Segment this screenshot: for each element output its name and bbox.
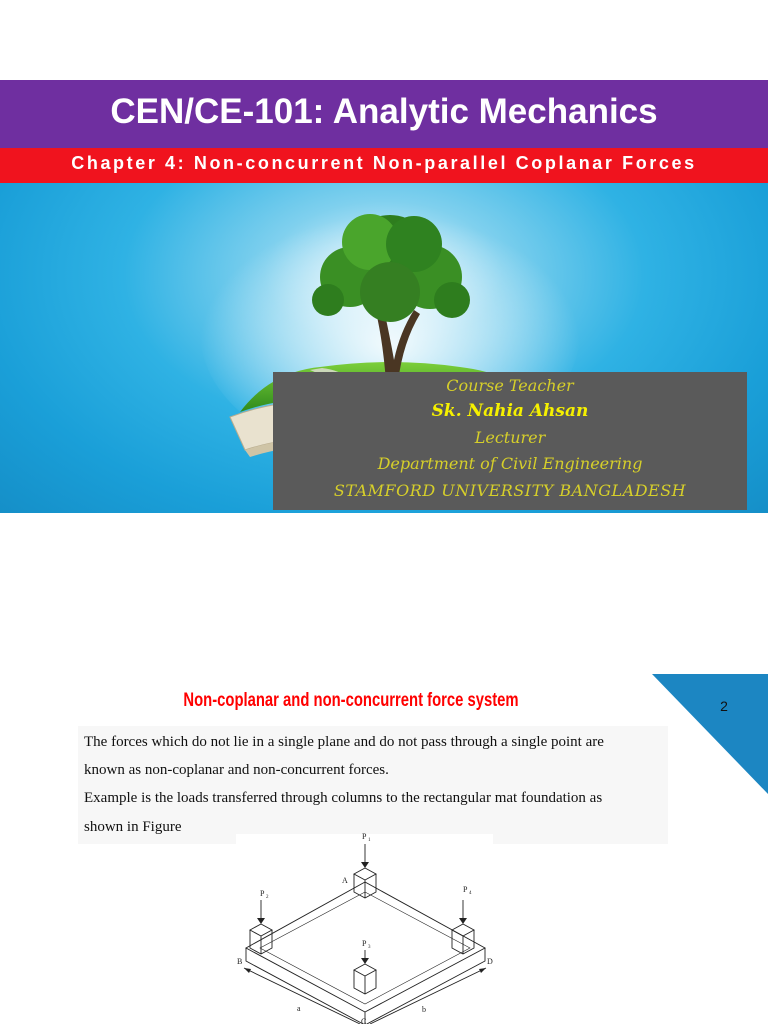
mat-side-left [246,948,365,1024]
load-label-p4: P [463,885,468,894]
load-subscript-p1: 1 [368,838,371,843]
load-label-p2: P [260,889,265,898]
teacher-name: Sk. Nahia Ahsan [431,401,589,421]
column-d [452,924,474,954]
teacher-department: Department of Civil Engineering [377,454,643,473]
chapter-title: Chapter 4: Non-concurrent Non-parallel Coplanar Forces [71,153,697,173]
body-line-2: known as non-coplanar and non-concurrent forces. [84,762,389,778]
load-subscript-p2: 2 [266,895,269,900]
body-line-3: Example is the loads transferred through columns to the rectangular mat foundation as [84,790,603,806]
column-b [250,924,272,954]
corner-triangle [652,674,768,794]
column-c [354,964,376,994]
teacher-university: STAMFORD UNIVERSITY BANGLADESH [333,481,687,500]
load-subscript-p3: 3 [368,945,371,950]
corner-label-a: A [342,876,348,885]
body-line-4: shown in Figure [84,819,182,835]
body-line-1: The forces which do not lie in a single plane and do not pass through a single point are [84,734,604,750]
load-label-p3: P [362,939,367,948]
teacher-info-box [273,372,747,510]
corner-label-d: D [487,957,493,966]
load-label-p1: P [362,832,367,841]
mat-foundation-figure [230,830,520,1024]
dimension-line-b [370,968,486,1024]
title-slide [0,80,768,513]
teacher-role: Course Teacher [446,376,574,395]
slide-title: Non-coplanar and non-concurrent force system [183,690,519,711]
dimension-label-a: a [297,1004,301,1013]
corner-label-b: B [237,957,243,966]
column-a [354,868,376,898]
page-number: 2 [720,698,728,714]
dimension-line-a [244,968,360,1024]
corner-label-c: C [361,1017,367,1024]
dimension-label-b: b [422,1005,426,1014]
teacher-designation: Lecturer [474,428,546,447]
load-subscript-p4: 4 [469,891,472,896]
course-title: CEN/CE-101: Analytic Mechanics [110,92,658,131]
